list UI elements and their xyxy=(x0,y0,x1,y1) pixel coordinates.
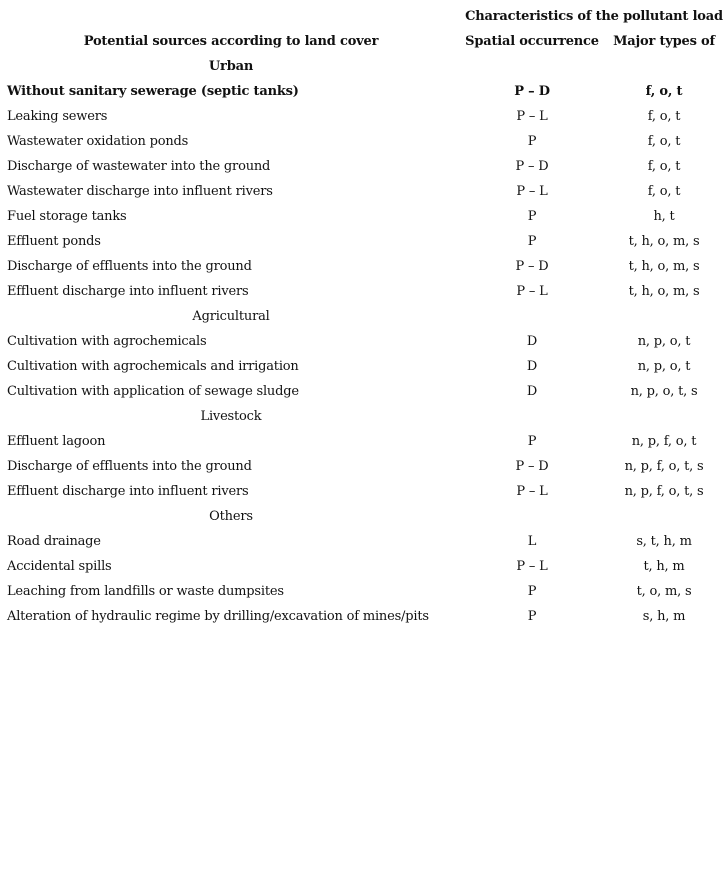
source-cell: Accidental spills xyxy=(7,559,112,574)
section-empty-cell xyxy=(602,54,726,79)
pollutant-types-cell: f, o, t xyxy=(647,134,681,149)
table-row xyxy=(0,229,726,254)
pollutant-types-cell: f, o, t xyxy=(645,84,683,99)
pollutant-types-cell: n, p, f, o, t, s xyxy=(624,459,704,474)
table-row xyxy=(0,129,726,154)
source-cell: Cultivation with agrochemicals and irrigation xyxy=(7,359,299,374)
source-cell: Effluent ponds xyxy=(7,234,101,249)
source-cell: Without sanitary sewerage (septic tanks) xyxy=(7,84,299,99)
pollutant-types-cell: t, h, m xyxy=(643,559,685,574)
source-cell: Effluent discharge into influent rivers xyxy=(7,284,249,299)
table-row xyxy=(0,79,726,104)
source-cell: Alteration of hydraulic regime by drilling/excavation of mines/pits xyxy=(7,609,429,624)
header-row-columns xyxy=(0,29,726,54)
pollutant-types-cell: t, h, o, m, s xyxy=(628,234,700,249)
pollutant-types-cell: s, t, h, m xyxy=(636,534,692,549)
pollutant-types-cell: n, p, o, t, s xyxy=(630,384,698,399)
table-row xyxy=(0,179,726,204)
pollutant-types-cell: t, h, o, m, s xyxy=(628,259,700,274)
section-header-row xyxy=(0,304,726,329)
table-body xyxy=(0,54,726,629)
source-cell: Leaking sewers xyxy=(7,109,108,124)
table-row xyxy=(0,429,726,454)
section-empty-cell xyxy=(462,404,602,429)
header-potential-sources: Potential sources according to land cover xyxy=(83,34,379,49)
source-cell: Cultivation with application of sewage sludge xyxy=(7,384,299,399)
spatial-occurrence-cell: P – D xyxy=(515,459,549,474)
spatial-occurrence-cell: P – D xyxy=(514,84,550,99)
pollutant-types-cell: f, o, t xyxy=(647,109,681,124)
spatial-occurrence-cell: P xyxy=(527,209,537,224)
pollutant-load-table xyxy=(0,4,726,629)
spatial-occurrence-cell: D xyxy=(526,359,538,374)
spatial-occurrence-cell: P – D xyxy=(515,259,549,274)
section-empty-cell xyxy=(462,304,602,329)
section-title: Agricultural xyxy=(192,309,270,324)
spatial-occurrence-cell: L xyxy=(527,534,537,549)
table-row xyxy=(0,529,726,554)
table-row xyxy=(0,354,726,379)
pollutant-types-cell: f, o, t xyxy=(647,184,681,199)
spatial-occurrence-cell: P xyxy=(527,609,537,624)
table-row xyxy=(0,604,726,629)
source-cell: Fuel storage tanks xyxy=(7,209,127,224)
spatial-occurrence-cell: D xyxy=(526,334,538,349)
source-cell: Effluent discharge into influent rivers xyxy=(7,484,249,499)
source-cell: Leaching from landfills or waste dumpsites xyxy=(7,584,284,599)
pollutant-types-cell: t, h, o, m, s xyxy=(628,284,700,299)
source-cell: Discharge of effluents into the ground xyxy=(7,259,252,274)
spatial-occurrence-cell: P – L xyxy=(516,184,548,199)
section-empty-cell xyxy=(602,404,726,429)
spatial-occurrence-cell: P xyxy=(527,234,537,249)
table-row xyxy=(0,554,726,579)
spatial-occurrence-cell: P – L xyxy=(516,109,548,124)
spatial-occurrence-cell: P xyxy=(527,134,537,149)
spatial-occurrence-cell: D xyxy=(526,384,538,399)
table-row xyxy=(0,204,726,229)
spatial-occurrence-cell: P – L xyxy=(516,284,548,299)
section-title: Urban xyxy=(208,59,254,74)
pollutant-types-cell: n, p, o, t xyxy=(637,334,691,349)
table-row xyxy=(0,454,726,479)
source-cell: Discharge of wastewater into the ground xyxy=(7,159,271,174)
source-cell: Road drainage xyxy=(7,534,101,549)
spatial-occurrence-cell: P – D xyxy=(515,159,549,174)
pollutant-types-cell: n, p, o, t xyxy=(637,359,691,374)
section-empty-cell xyxy=(462,504,602,529)
table-row xyxy=(0,329,726,354)
table-row xyxy=(0,379,726,404)
spatial-occurrence-cell: P – L xyxy=(516,559,548,574)
header-major-types: Major types of xyxy=(613,34,715,49)
section-empty-cell xyxy=(462,54,602,79)
table-row xyxy=(0,104,726,129)
header-empty-cell xyxy=(0,4,462,29)
spatial-occurrence-cell: P xyxy=(527,584,537,599)
table-row xyxy=(0,154,726,179)
section-header-row xyxy=(0,54,726,79)
table-row xyxy=(0,579,726,604)
table-row xyxy=(0,279,726,304)
table-row xyxy=(0,254,726,279)
pollutant-types-cell: n, p, f, o, t, s xyxy=(624,484,704,499)
header-spatial-occurrence: Spatial occurrence xyxy=(465,34,599,49)
section-title: Livestock xyxy=(200,409,262,424)
pollutant-types-cell: f, o, t xyxy=(647,159,681,174)
section-title: Others xyxy=(209,509,253,524)
header-row-top xyxy=(0,4,726,29)
pollutant-types-cell: t, o, m, s xyxy=(636,584,692,599)
source-cell: Wastewater discharge into influent rivers xyxy=(7,184,273,199)
pollutant-types-cell: h, t xyxy=(653,209,675,224)
spatial-occurrence-cell: P – L xyxy=(516,484,548,499)
source-cell: Cultivation with agrochemicals xyxy=(7,334,207,349)
pollutant-types-cell: n, p, f, o, t xyxy=(631,434,697,449)
section-empty-cell xyxy=(602,304,726,329)
header-characteristics: Characteristics of the pollutant load xyxy=(465,9,723,24)
pollutant-types-cell: s, h, m xyxy=(642,609,686,624)
section-header-row xyxy=(0,504,726,529)
source-cell: Discharge of effluents into the ground xyxy=(7,459,252,474)
source-cell: Wastewater oxidation ponds xyxy=(7,134,189,149)
source-cell: Effluent lagoon xyxy=(7,434,106,449)
table-row xyxy=(0,479,726,504)
spatial-occurrence-cell: P xyxy=(527,434,537,449)
section-empty-cell xyxy=(602,504,726,529)
section-header-row xyxy=(0,404,726,429)
